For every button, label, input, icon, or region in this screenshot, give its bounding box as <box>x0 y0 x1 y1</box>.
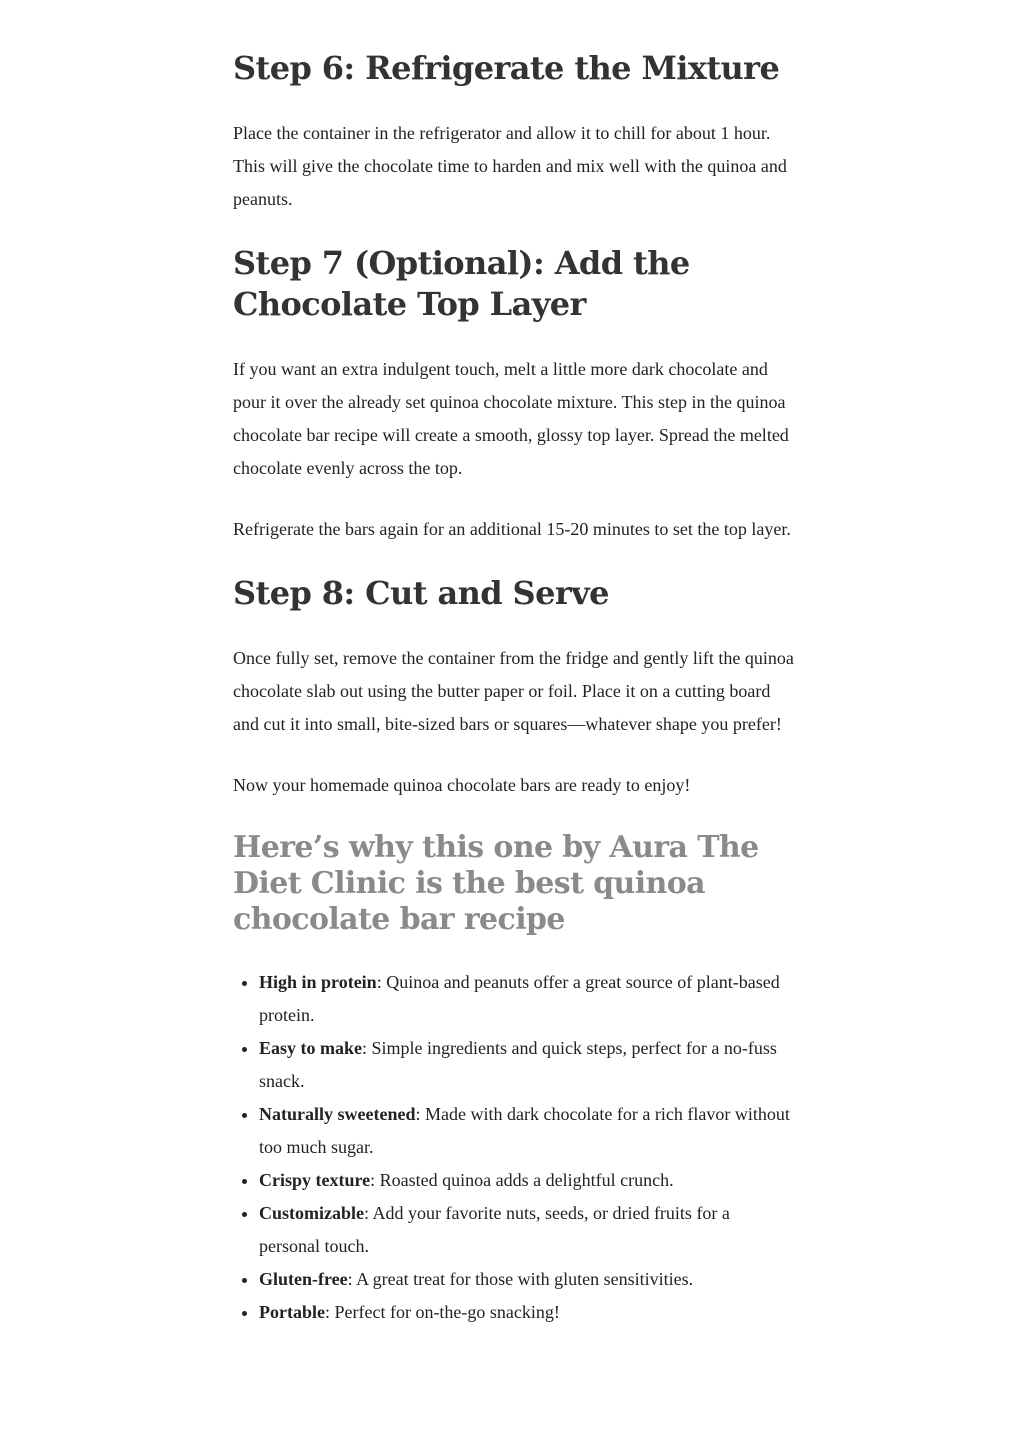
benefits-list <box>233 966 795 1329</box>
list-item <box>259 1164 795 1197</box>
step-7-heading: Step 7 (Optional): Add the Chocolate Top Layer <box>233 244 690 323</box>
list-item <box>259 966 795 1032</box>
step-7-paragraph-1: If you want an extra indulgent touch, melt a little more dark chocolate and pour it over the already set quinoa chocolate mixture. This step in the quinoa chocolate bar recipe will create a smooth, glossy top layer. Spread the melted chocolate evenly across the top. <box>233 359 789 478</box>
list-item <box>259 1296 795 1329</box>
list-item <box>259 1263 795 1296</box>
step-8-paragraph-2: Now your homemade quinoa chocolate bars are ready to enjoy! <box>233 775 691 795</box>
step-7-paragraph-2: Refrigerate the bars again for an additional 15-20 minutes to set the top layer. <box>233 519 791 539</box>
article-content <box>233 48 795 1329</box>
benefit-description: : Quinoa and peanuts offer a great source of plant-based protein. <box>259 972 780 1025</box>
benefit-description: : A great treat for those with gluten sensitivities. <box>347 1269 694 1289</box>
benefit-description: : Add your favorite nuts, seeds, or dried fruits for a personal touch. <box>259 1203 730 1256</box>
benefit-term: High in protein <box>259 972 377 992</box>
benefit-term: Crispy texture <box>259 1170 371 1190</box>
list-item <box>259 1197 795 1263</box>
benefit-description: : Made with dark chocolate for a rich flavor without too much sugar. <box>259 1104 790 1157</box>
benefit-term: Portable <box>259 1302 325 1322</box>
step-8-paragraph-1: Once fully set, remove the container from the fridge and gently lift the quinoa chocolate slab out using the butter paper or foil. Place it on a cutting board and cut it into small, bite-sized bars or squares—whatever shape you prefer! <box>233 648 794 734</box>
list-item <box>259 1032 795 1098</box>
benefit-term: Customizable <box>259 1203 364 1223</box>
benefit-description: : Roasted quinoa adds a delightful crunch. <box>370 1170 674 1190</box>
step-6-heading: Step 6: Refrigerate the Mixture <box>233 49 780 87</box>
why-heading: Here’s why this one by Aura The Diet Clinic is the best quinoa chocolate bar recipe <box>233 830 759 937</box>
step-6-paragraph: Place the container in the refrigerator and allow it to chill for about 1 hour. This will give the chocolate time to harden and mix well with the quinoa and peanuts. <box>233 123 787 209</box>
benefit-term: Easy to make <box>259 1038 362 1058</box>
benefit-description: : Perfect for on-the-go snacking! <box>324 1302 560 1322</box>
benefit-term: Naturally sweetened <box>259 1104 416 1124</box>
benefit-description: : Simple ingredients and quick steps, perfect for a no-fuss snack. <box>259 1038 777 1091</box>
benefit-term: Gluten-free <box>259 1269 348 1289</box>
step-8-heading: Step 8: Cut and Serve <box>233 574 609 612</box>
list-item <box>259 1098 795 1164</box>
